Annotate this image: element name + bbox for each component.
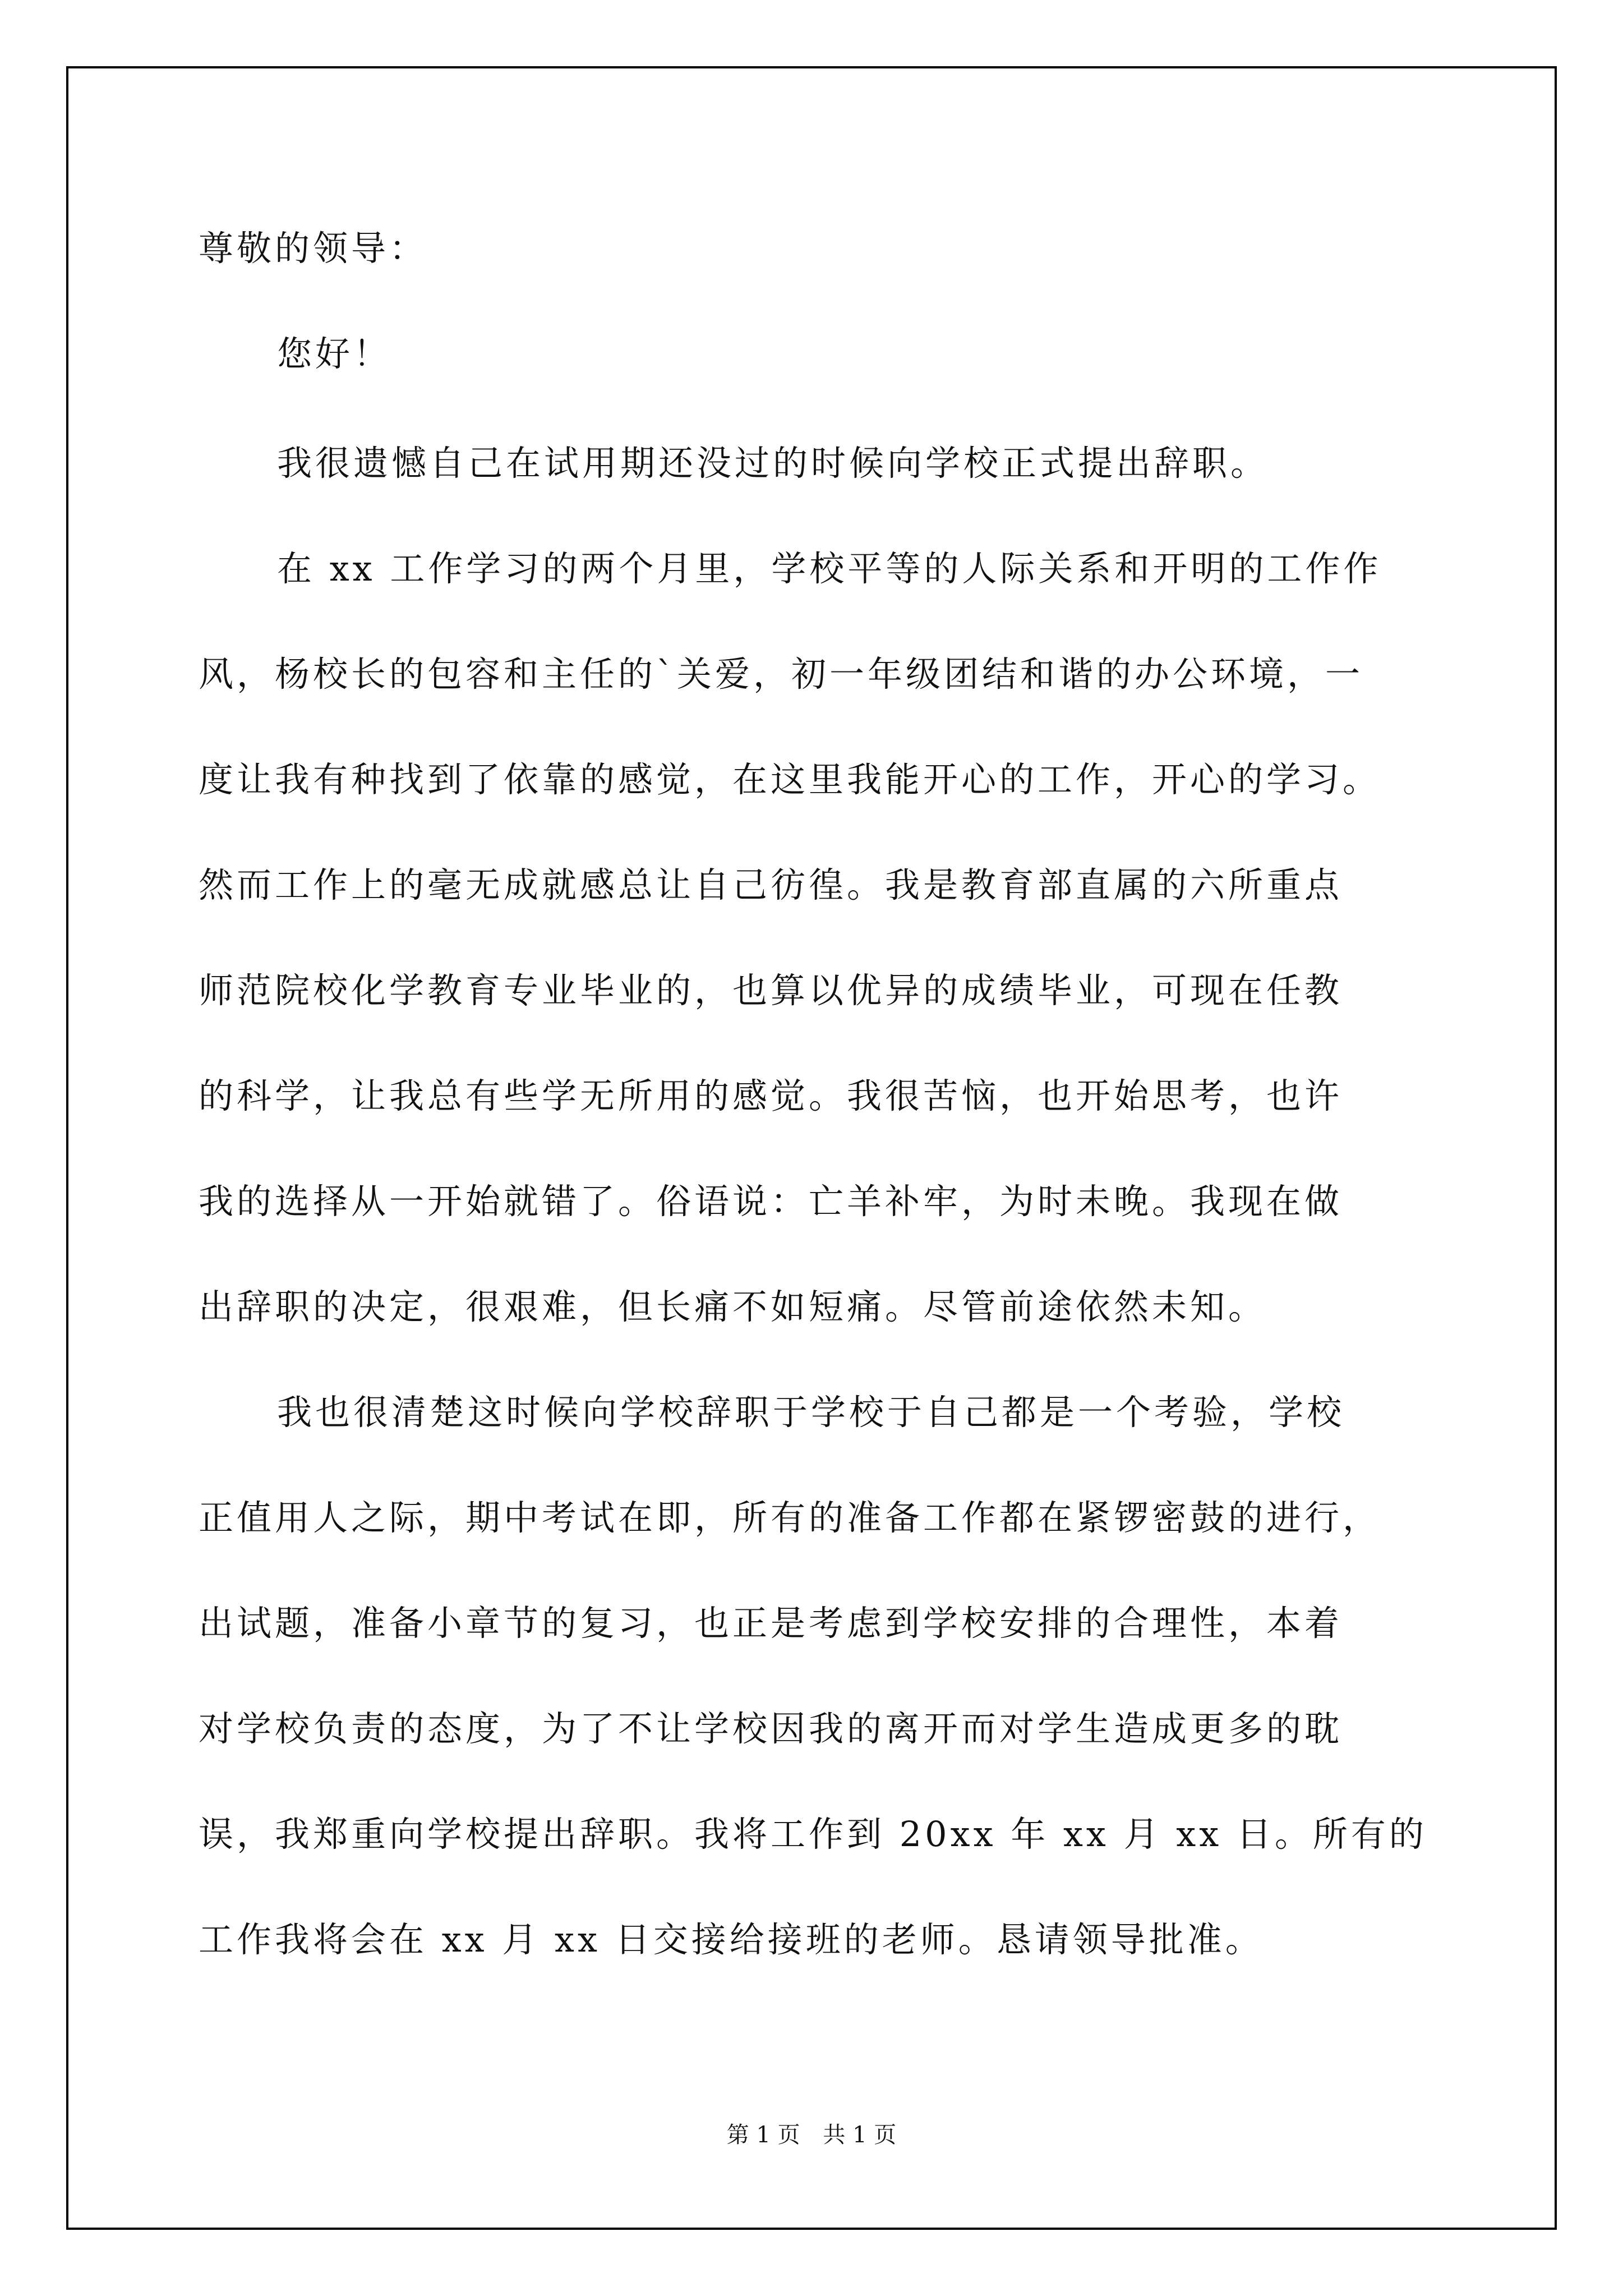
text-line: 误，我郑重向学校提出辞职。我将工作到 20xx 年 xx 月 xx 日。所有的	[199, 1814, 1427, 1855]
text-line: 出试题，准备小章节的复习，也正是考虑到学校安排的合理性，本着	[199, 1603, 1343, 1644]
text-line: 风，杨校长的包容和主任的`关爱，初一年级团结和谐的办公环境，一	[199, 654, 1364, 694]
text-line: 在 xx 工作学习的两个月里，学校平等的人际关系和开明的工作作	[277, 548, 1382, 589]
text-line: 然而工作上的毫无成就感总让自己彷徨。我是教育部直属的六所重点	[199, 864, 1343, 905]
paragraph-2	[199, 516, 1430, 1360]
text-line: 我的选择从一开始就错了。俗语说：亡羊补牢，为时未晚。我现在做	[199, 1181, 1343, 1222]
text-line: 的科学，让我总有些学无所用的感觉。我很苦恼，也开始思考，也许	[199, 1075, 1343, 1116]
paragraph-3	[199, 1360, 1430, 1993]
page-number-total: 共 1 页	[823, 2122, 897, 2148]
greeting: 您好！	[277, 333, 392, 374]
text-line: 对学校负责的态度，为了不让学校因我的离开而对学生造成更多的耽	[199, 1708, 1343, 1749]
letter-body	[199, 223, 1430, 1993]
text-line: 出辞职的决定，很艰难，但长痛不如短痛。尽管前途依然未知。	[199, 1286, 1267, 1327]
text-line: 正值用人之际，期中考试在即，所有的准备工作都在紧锣密鼓的进行，	[199, 1497, 1381, 1538]
paragraph-1	[199, 411, 1430, 516]
salutation: 尊敬的领导：	[199, 228, 428, 269]
text-line: 我很遗憾自己在试用期还没过的时候向学校正式提出辞职。	[277, 443, 1269, 484]
page-number-current: 第 1 页	[726, 2122, 800, 2148]
text-line: 度让我有种找到了依靠的感觉，在这里我能开心的工作，开心的学习。	[199, 759, 1381, 800]
page-footer	[0, 2121, 1623, 2149]
text-line: 我也很清楚这时候向学校辞职于学校于自己都是一个考验，学校	[277, 1392, 1345, 1433]
text-line: 师范院校化学教育专业毕业的，也算以优异的成绩毕业，可现在任教	[199, 970, 1343, 1011]
text-line: 工作我将会在 xx 月 xx 日交接给接班的老师。恳请领导批准。	[199, 1919, 1264, 1960]
